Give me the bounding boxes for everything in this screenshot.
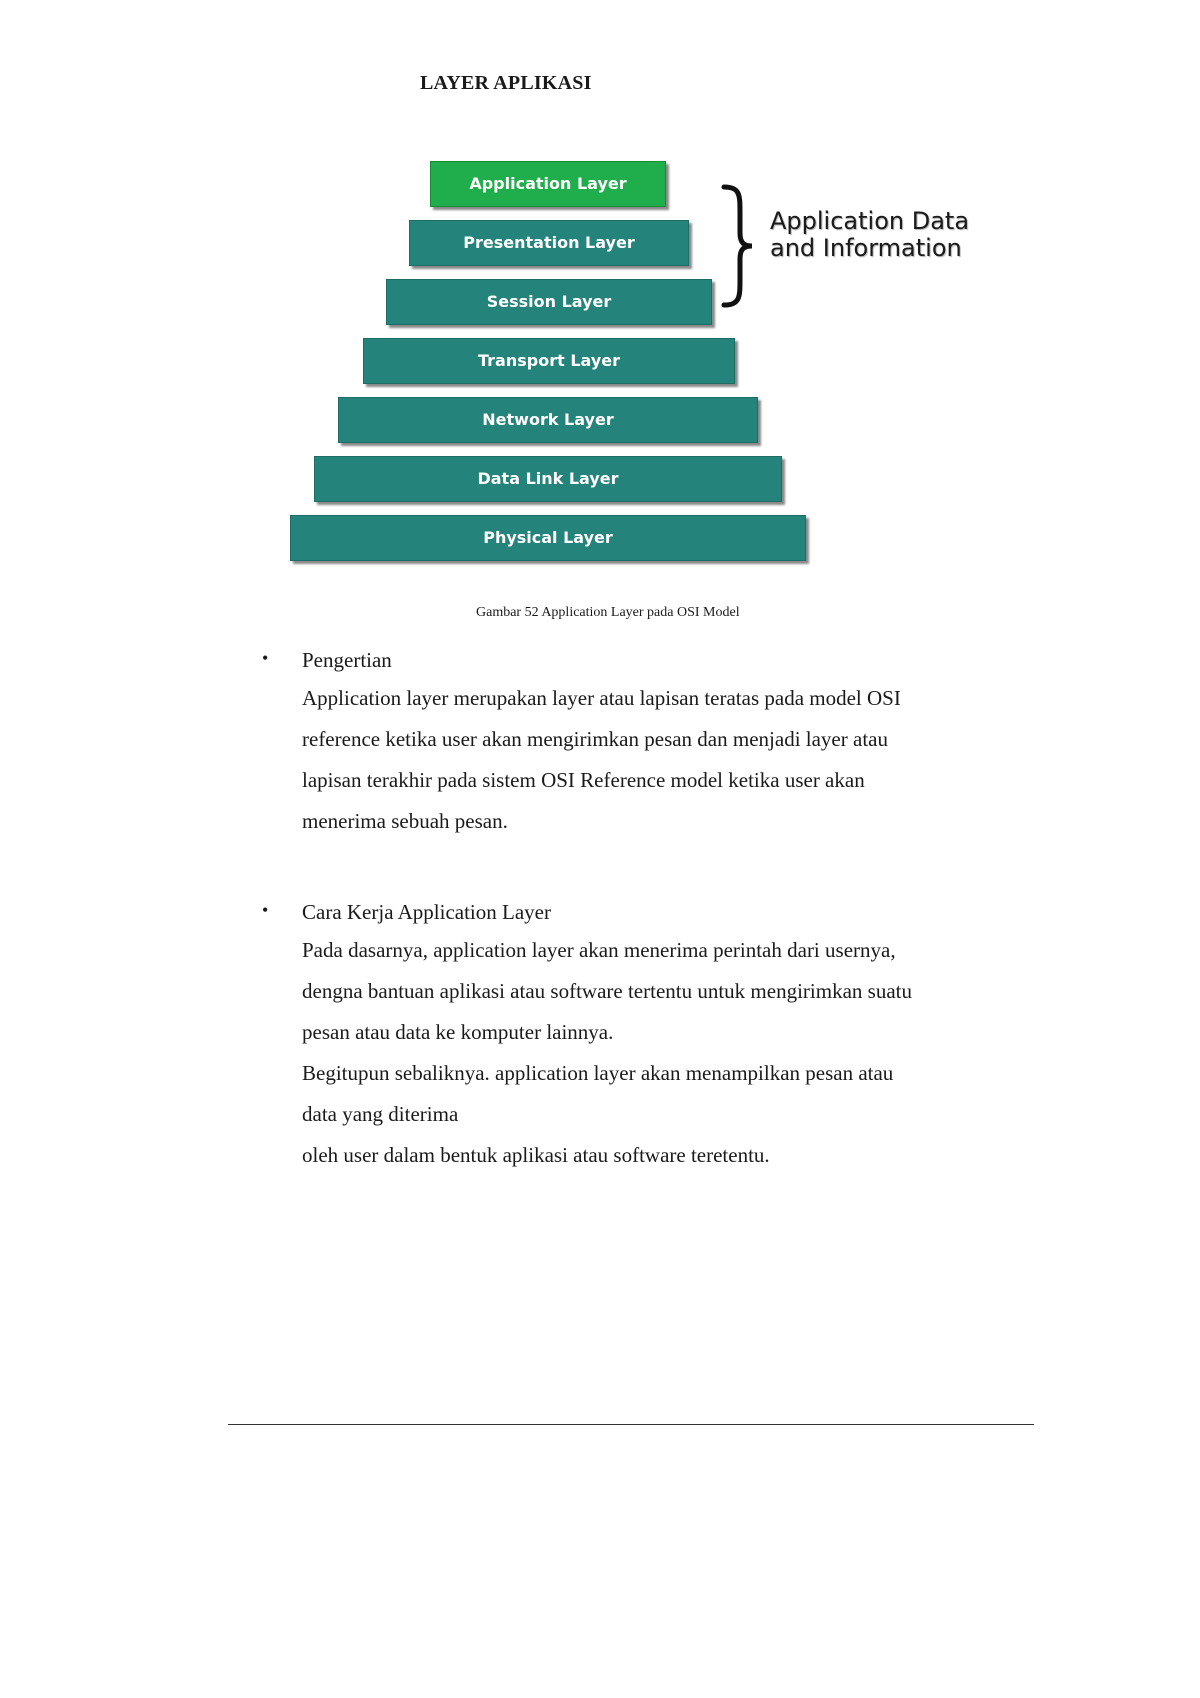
curly-brace-icon bbox=[718, 183, 758, 309]
section-paragraph bbox=[302, 930, 1002, 1176]
page-title: LAYER APLIKASI bbox=[420, 72, 592, 94]
layer-presentation: Presentation Layer bbox=[409, 220, 689, 266]
section-heading: Pengertian bbox=[302, 648, 392, 672]
layer-session: Session Layer bbox=[386, 279, 712, 325]
layer-network: Network Layer bbox=[338, 397, 758, 443]
paragraph-line: Pada dasarnya, application layer akan menerima perintah dari usernya, bbox=[302, 938, 896, 962]
brace-label-line2: and Information bbox=[770, 234, 962, 262]
section-paragraph bbox=[302, 678, 1002, 842]
bullet-icon: • bbox=[262, 900, 269, 920]
paragraph-line: oleh user dalam bentuk aplikasi atau software teretentu. bbox=[302, 1143, 770, 1167]
brace-label-line1: Application Data bbox=[770, 207, 970, 235]
paragraph-line: Begitupun sebaliknya. application layer akan menampilkan pesan atau bbox=[302, 1061, 894, 1085]
paragraph-line: pesan atau data ke komputer lainnya. bbox=[302, 1020, 614, 1044]
footer-divider bbox=[228, 1424, 1034, 1425]
paragraph-line: data yang diterima bbox=[302, 1102, 459, 1126]
layer-data-link: Data Link Layer bbox=[314, 456, 782, 502]
paragraph-line: menerima sebuah pesan. bbox=[302, 809, 508, 833]
layer-transport: Transport Layer bbox=[363, 338, 735, 384]
osi-layer-diagram bbox=[0, 0, 1200, 600]
layer-physical: Physical Layer bbox=[290, 515, 806, 561]
paragraph-line: Application layer merupakan layer atau lapisan teratas pada model OSI bbox=[302, 686, 901, 710]
paragraph-line: reference ketika user akan mengirimkan pesan dan menjadi layer atau bbox=[302, 727, 888, 751]
section-heading: Cara Kerja Application Layer bbox=[302, 900, 551, 924]
layer-application: Application Layer bbox=[430, 161, 666, 207]
paragraph-line: lapisan terakhir pada sistem OSI Reference model ketika user akan bbox=[302, 768, 865, 792]
brace-label bbox=[770, 208, 969, 262]
paragraph-line: dengna bantuan aplikasi atau software tertentu untuk mengirimkan suatu bbox=[302, 979, 912, 1003]
bullet-icon: • bbox=[262, 648, 269, 668]
figure-caption: Gambar 52 Application Layer pada OSI Model bbox=[476, 605, 740, 620]
